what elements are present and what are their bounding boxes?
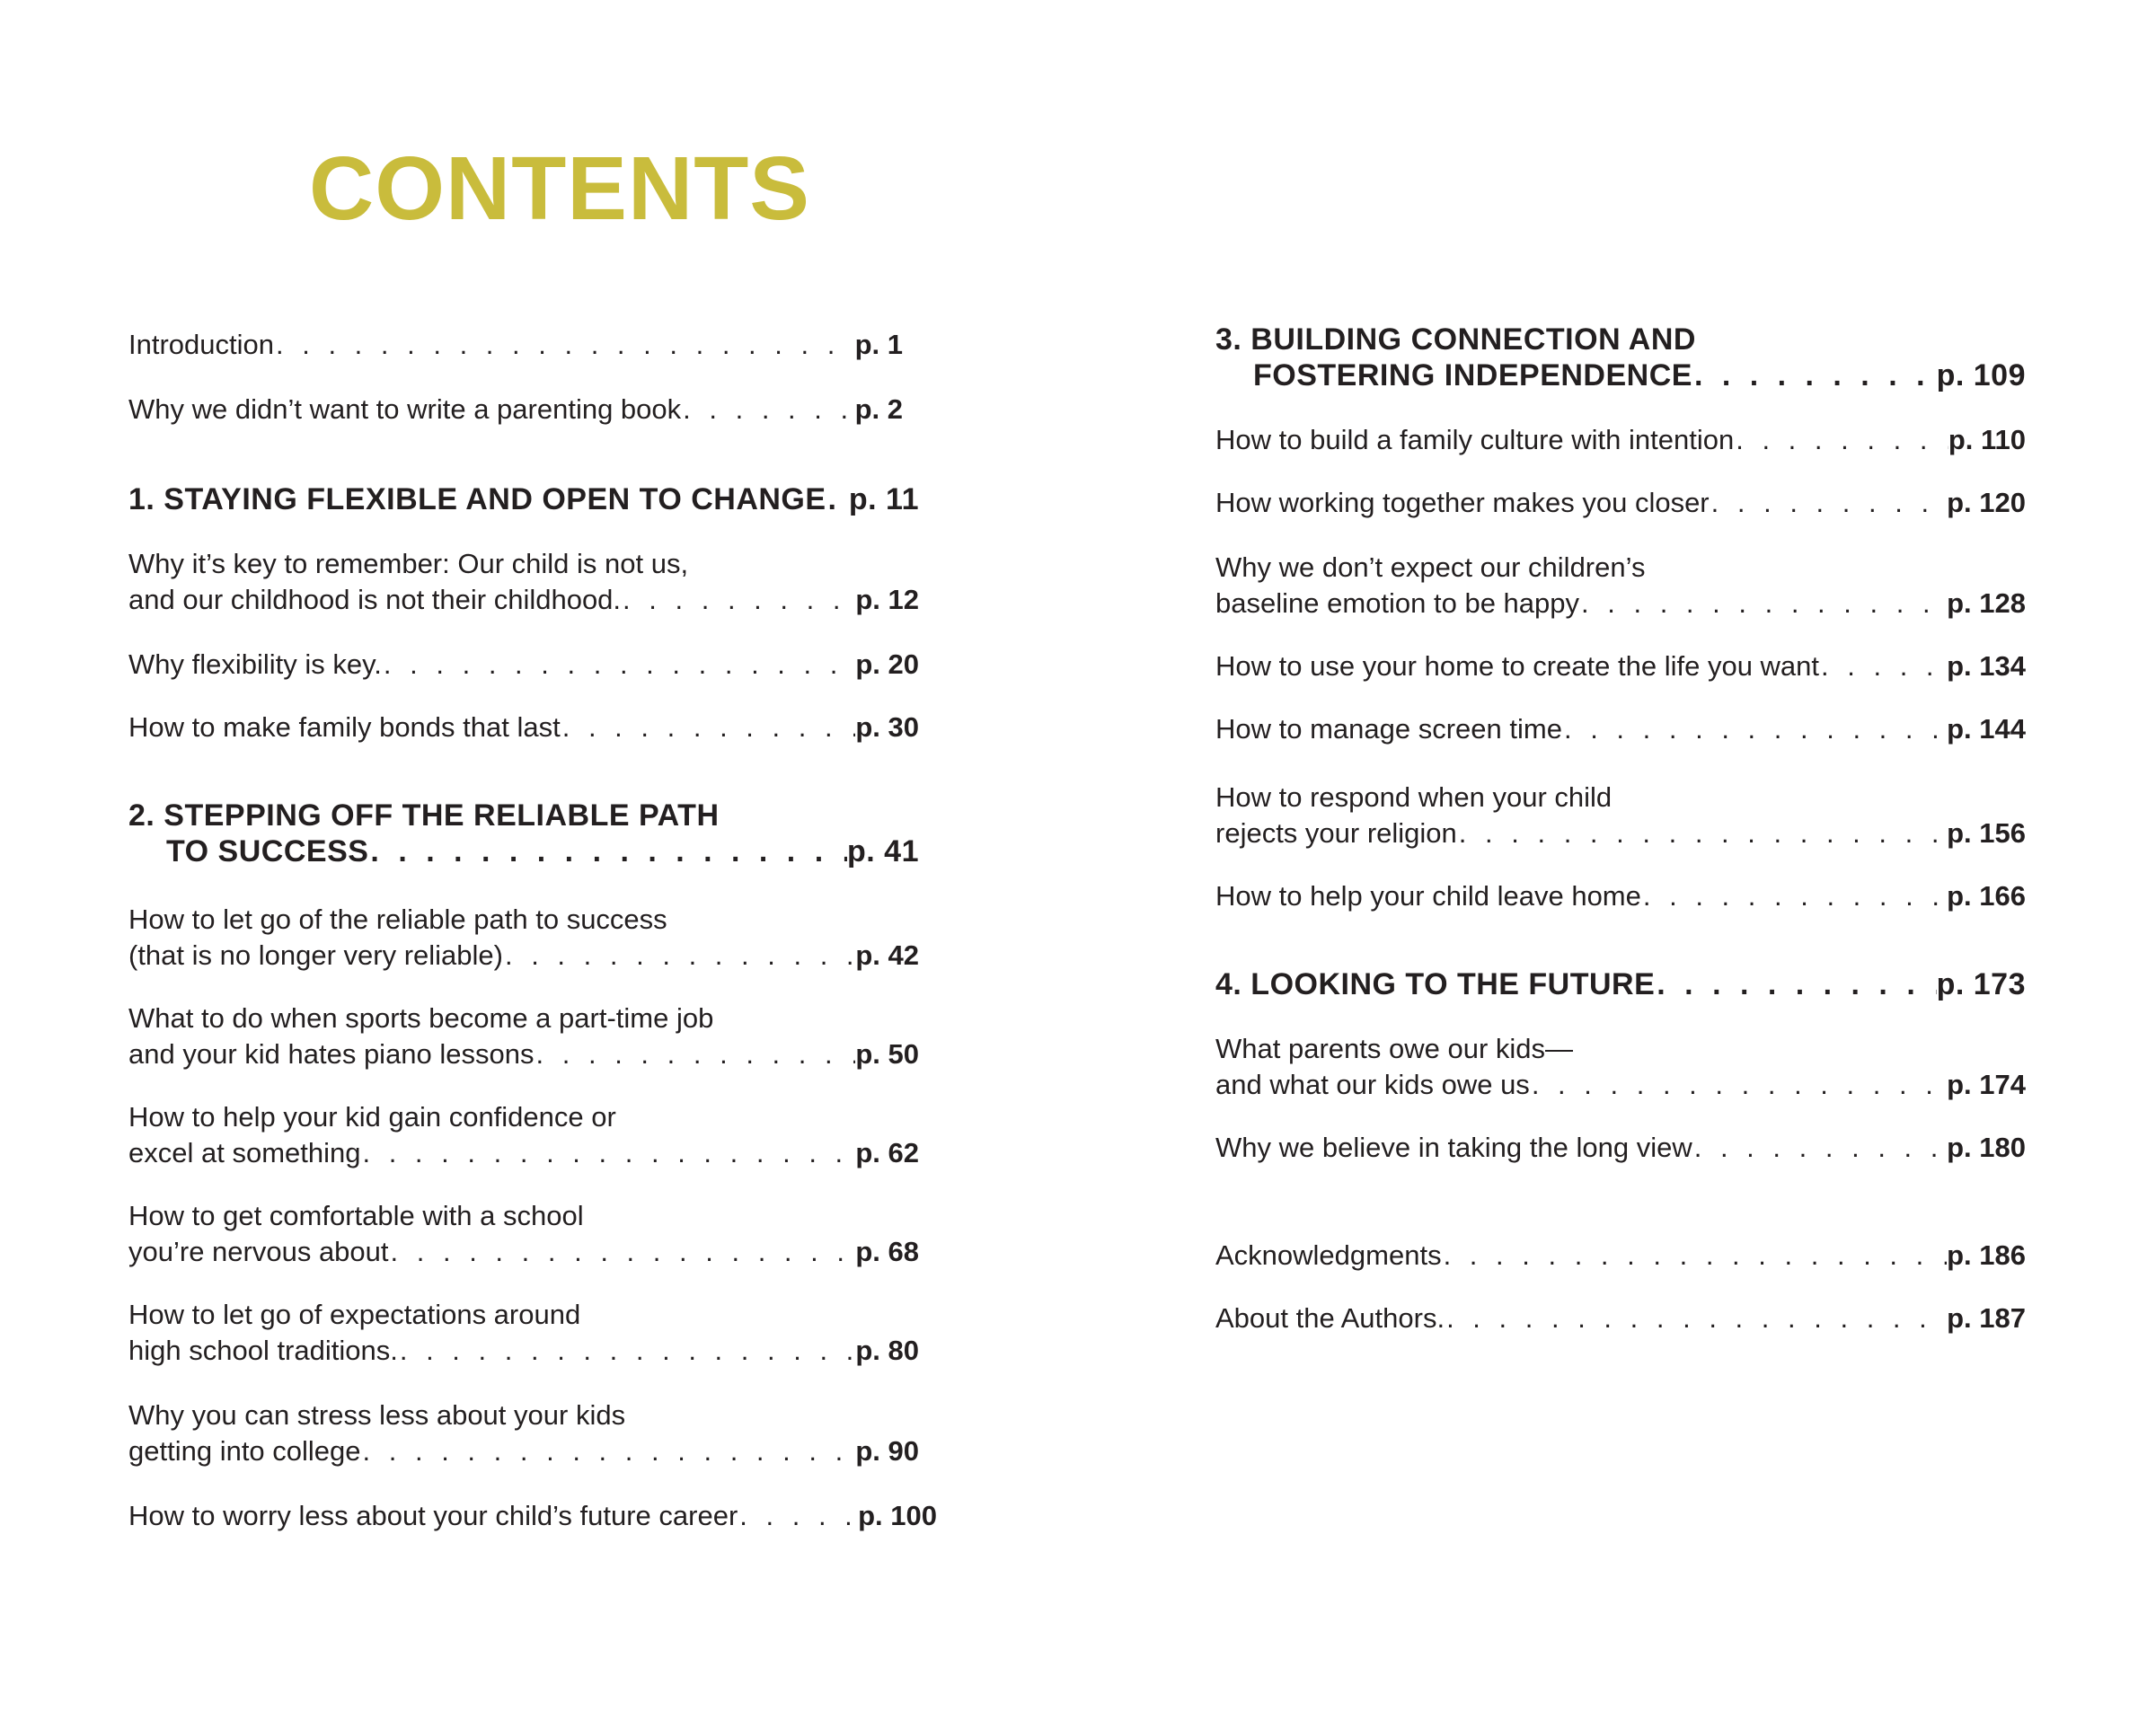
page-number: p. 2 [854, 393, 903, 425]
dot-leader [535, 1036, 856, 1072]
page-number: p. 134 [1947, 650, 2026, 682]
entry-title-line: Why we don’t expect our children’s [1215, 551, 1646, 583]
dot-leader [361, 1433, 856, 1469]
entry-title-line: How to help your kid gain confidence or [128, 1101, 616, 1133]
toc-entry [1215, 550, 2026, 622]
toc-entry [128, 1198, 919, 1270]
toc-entry [1215, 1238, 2026, 1274]
entry-line [128, 1397, 919, 1433]
dot-leader [1692, 357, 1937, 393]
page-number: p. 30 [855, 711, 919, 743]
section-heading [128, 481, 919, 517]
dot-leader [621, 582, 855, 618]
toc-entry [128, 1297, 919, 1369]
entry-title-line: excel at something [128, 1137, 361, 1168]
page-number: p. 109 [1936, 358, 2026, 392]
entry-last-line [128, 1498, 937, 1534]
entry-title-line: How to respond when your child [1215, 781, 1613, 813]
dot-leader [382, 647, 855, 683]
page-number: p. 173 [1936, 967, 2026, 1001]
entry-last-line [128, 1036, 919, 1072]
page-number: p. 20 [855, 648, 919, 680]
entry-title-line: baseline emotion to be happy [1215, 587, 1580, 619]
entry-last-line [128, 938, 919, 974]
page-number: p. 186 [1947, 1239, 2026, 1271]
entry-title-line: and our childhood is not their childhood. [128, 584, 622, 615]
toc-entry [1215, 711, 2026, 747]
entry-title-line: How to let go of the reliable path to success [128, 904, 667, 935]
dot-leader [826, 481, 849, 517]
page-number: p. 100 [858, 1500, 937, 1531]
entry-last-line [128, 833, 919, 869]
page-number: p. 174 [1947, 1069, 2026, 1100]
entry-title-line: How to let go of expectations around [128, 1299, 581, 1330]
dot-leader [1442, 1238, 1948, 1274]
entry-title-line: 3. BUILDING CONNECTION AND [1215, 322, 1696, 357]
entry-title-line: FOSTERING INDEPENDENCE [1253, 358, 1692, 392]
entry-title-line: high school traditions. [128, 1335, 398, 1366]
dot-leader [1819, 648, 1947, 684]
entry-last-line [128, 1433, 919, 1469]
page-number: p. 120 [1947, 487, 2026, 518]
entry-title-line: Why it’s key to remember: Our child is not us, [128, 548, 689, 579]
entry-title-line: What parents owe our kids— [1215, 1033, 1574, 1064]
entry-title-line: 2. STEPPING OFF THE RELIABLE PATH [128, 798, 720, 833]
page-number: p. 180 [1947, 1132, 2026, 1163]
entry-last-line [128, 710, 919, 745]
dot-leader [274, 327, 855, 363]
dot-leader [360, 1135, 855, 1171]
dot-leader [503, 938, 855, 974]
entry-line [128, 1297, 919, 1333]
section-heading [128, 798, 919, 869]
toc-entry [1215, 780, 2026, 851]
entry-title-line: (that is no longer very reliable) [128, 939, 503, 971]
entry-title-line: Introduction [128, 329, 274, 360]
entry-line [128, 1198, 919, 1234]
entry-title-line: Acknowledgments [1215, 1239, 1442, 1271]
entry-title-line: getting into college [128, 1435, 361, 1467]
dot-leader [1655, 966, 1936, 1002]
entry-title-line: How working together makes you closer [1215, 487, 1710, 518]
page-number: p. 42 [855, 939, 919, 971]
dot-leader [1530, 1067, 1947, 1103]
entry-title-line: How to manage screen time [1215, 713, 1562, 745]
entry-line [1215, 1031, 2026, 1067]
entry-line [128, 798, 919, 833]
entry-title-line: Why flexibility is key. [128, 648, 382, 680]
entry-title-line: TO SUCCESS [166, 834, 369, 868]
page-number: p. 187 [1947, 1302, 2026, 1334]
entry-last-line [1215, 485, 2026, 521]
toc-entry [128, 392, 903, 428]
entry-last-line [128, 392, 903, 428]
dot-leader [1562, 711, 1947, 747]
entry-last-line [128, 327, 903, 363]
toc-entry [128, 710, 919, 745]
entry-title-line: How to help your child leave home [1215, 880, 1641, 912]
entry-title-line: How to build a family culture with intention [1215, 424, 1735, 455]
section-heading [1215, 966, 2026, 1002]
dot-leader [1692, 1130, 1947, 1166]
entry-last-line [128, 1135, 919, 1171]
dot-leader [398, 1333, 856, 1369]
dot-leader [389, 1234, 856, 1270]
entry-title-line: 4. LOOKING TO THE FUTURE [1215, 967, 1656, 1001]
entry-last-line [1215, 1130, 2026, 1166]
entry-last-line [1215, 648, 2026, 684]
page-number: p. 1 [854, 329, 903, 360]
entry-line [128, 1001, 919, 1036]
entry-line [128, 546, 919, 582]
page-number: p. 144 [1947, 713, 2026, 745]
entry-last-line [1215, 586, 2026, 622]
section-heading [1215, 322, 2026, 393]
toc-entry [128, 1099, 919, 1171]
dot-leader [561, 710, 856, 745]
dot-leader [1579, 586, 1947, 622]
page-number: p. 110 [1948, 424, 2026, 455]
page-number: p. 128 [1947, 587, 2026, 619]
toc-entry [1215, 1300, 2026, 1336]
toc-entry [1215, 648, 2026, 684]
toc-entry [1215, 485, 2026, 521]
entry-title-line: Why we believe in taking the long view [1215, 1132, 1692, 1163]
page-number: p. 12 [855, 584, 919, 615]
entry-last-line [1215, 1238, 2026, 1274]
entry-last-line [1215, 816, 2026, 851]
entry-title-line: you’re nervous about [128, 1236, 389, 1267]
page-number: p. 62 [855, 1137, 919, 1168]
toc-entry [128, 1397, 919, 1469]
dot-leader [368, 833, 847, 869]
entry-line [1215, 322, 2026, 357]
page-number: p. 156 [1947, 817, 2026, 849]
page-number: p. 166 [1947, 880, 2026, 912]
entry-last-line [128, 1234, 919, 1270]
entry-last-line [128, 647, 919, 683]
entry-last-line [1215, 422, 2026, 458]
toc-entry [1215, 878, 2026, 914]
page-number: p. 11 [848, 482, 919, 516]
dot-leader [681, 392, 854, 428]
entry-title-line: What to do when sports become a part-time job [128, 1002, 714, 1034]
page-number: p. 68 [855, 1236, 919, 1267]
entry-last-line [1215, 357, 2026, 393]
entry-last-line [128, 481, 919, 517]
page-number: p. 90 [855, 1435, 919, 1467]
entry-last-line [1215, 966, 2026, 1002]
entry-title-line: and your kid hates piano lessons [128, 1038, 535, 1070]
entry-title-line: 1. STAYING FLEXIBLE AND OPEN TO CHANGE [128, 482, 826, 516]
entry-title-line: How to worry less about your child’s future career [128, 1500, 738, 1531]
entry-last-line [1215, 1300, 2026, 1336]
toc-entry [128, 1001, 919, 1072]
entry-last-line [1215, 878, 2026, 914]
page-number: p. 50 [855, 1038, 919, 1070]
entry-last-line [128, 582, 919, 618]
dot-leader [1734, 422, 1948, 458]
entry-last-line [1215, 711, 2026, 747]
toc-entry [1215, 422, 2026, 458]
entry-last-line [128, 1333, 919, 1369]
entry-last-line [1215, 1067, 2026, 1103]
entry-line [128, 1099, 919, 1135]
page-title: CONTENTS [309, 138, 810, 239]
entry-title-line: About the Authors. [1215, 1302, 1445, 1334]
page-number: p. 80 [855, 1335, 919, 1366]
entry-line [1215, 550, 2026, 586]
toc-entry [128, 327, 903, 363]
entry-title-line: Why we didn’t want to write a parenting book [128, 393, 682, 425]
entry-title-line: Why you can stress less about your kids [128, 1399, 626, 1431]
page-number: p. 41 [847, 834, 919, 868]
dot-leader [1710, 485, 1947, 521]
entry-line [128, 902, 919, 938]
toc-entry [128, 1498, 937, 1534]
entry-title-line: rejects your religion [1215, 817, 1457, 849]
toc-entry [1215, 1031, 2026, 1103]
entry-title-line: How to use your home to create the life you want [1215, 650, 1820, 682]
dot-leader [1641, 878, 1947, 914]
entry-line [1215, 780, 2026, 816]
dot-leader [1445, 1300, 1947, 1336]
dot-leader [1457, 816, 1947, 851]
entry-title-line: How to make family bonds that last [128, 711, 561, 743]
entry-title-line: and what our kids owe us [1215, 1069, 1530, 1100]
toc-entry [128, 902, 919, 974]
toc-entry [1215, 1130, 2026, 1166]
toc-entry [128, 647, 919, 683]
toc-entry [128, 546, 919, 618]
entry-title-line: How to get comfortable with a school [128, 1200, 584, 1231]
dot-leader [738, 1498, 858, 1534]
